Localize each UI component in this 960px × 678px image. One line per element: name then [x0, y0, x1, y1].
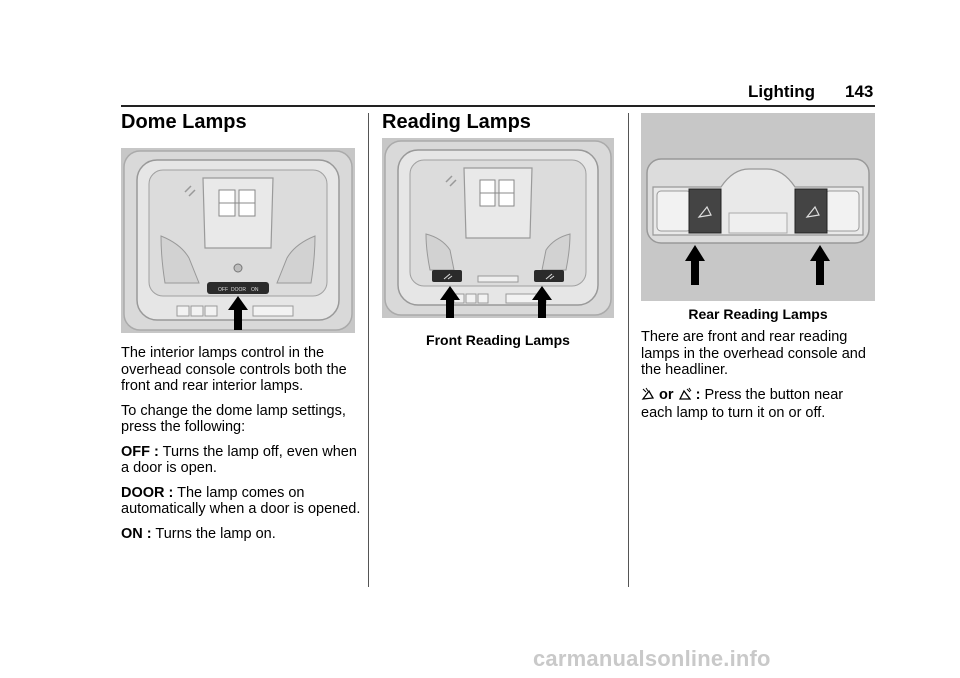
dome-lamps-heading: Dome Lamps — [121, 111, 247, 133]
dome-intro: The interior lamps control in the overhead console controls both the front and rear interior lamps. — [121, 345, 347, 394]
reading-button-joiner: or — [659, 386, 674, 403]
reading-lamps-heading: Reading Lamps — [382, 111, 531, 133]
dome-lamps-text — [121, 345, 361, 550]
dome-instruction: To change the dome lamp settings, press the following: — [121, 402, 346, 435]
page-number: 143 — [845, 82, 874, 101]
rear-reading-lamps-figure — [641, 113, 875, 301]
dome-item-on — [121, 526, 361, 543]
header-rule — [121, 105, 875, 107]
dome-lamp-console-figure — [121, 148, 355, 333]
front-reading-lamps-figure — [382, 138, 614, 318]
reading-button-item — [641, 387, 877, 422]
dome-item-door-desc: The lamp comes on automatically when a door is opened. — [121, 484, 361, 517]
dome-console-illustration — [121, 148, 355, 333]
dome-item-on-desc: Turns the lamp on. — [155, 525, 276, 542]
dome-item-off-term: OFF : — [121, 443, 159, 460]
dome-item-door — [121, 485, 361, 518]
section-title: Lighting — [748, 82, 816, 101]
dome-item-off — [121, 444, 361, 477]
reading-button-desc: Press the button near each lamp to turn it on or off. — [641, 386, 844, 421]
right-reading-lamp-icon — [678, 387, 692, 406]
left-reading-lamp-icon — [641, 387, 655, 406]
dome-item-on-term: ON : — [121, 525, 152, 542]
page-header — [0, 82, 960, 106]
watermark: carmanualsonline.info — [533, 646, 771, 671]
reading-button-colon: : — [695, 386, 701, 403]
svg-text:OFF: OFF — [218, 287, 228, 293]
rear-reading-lamps-caption: Rear Reading Lamps — [688, 306, 828, 322]
reading-lamps-text — [641, 329, 877, 430]
column-divider-1 — [368, 113, 369, 587]
reading-body: There are front and rear reading lamps in the overhead console and the headliner. — [641, 329, 866, 378]
svg-text:DOOR: DOOR — [231, 287, 246, 293]
front-console-illustration — [382, 138, 614, 318]
dome-item-off-desc: Turns the lamp off, even when a door is open. — [121, 443, 357, 476]
rear-headliner-illustration — [641, 113, 875, 301]
svg-text:ON: ON — [251, 287, 259, 293]
dome-item-door-term: DOOR : — [121, 484, 174, 501]
column-divider-2 — [628, 113, 629, 587]
front-reading-lamps-caption: Front Reading Lamps — [426, 332, 570, 348]
